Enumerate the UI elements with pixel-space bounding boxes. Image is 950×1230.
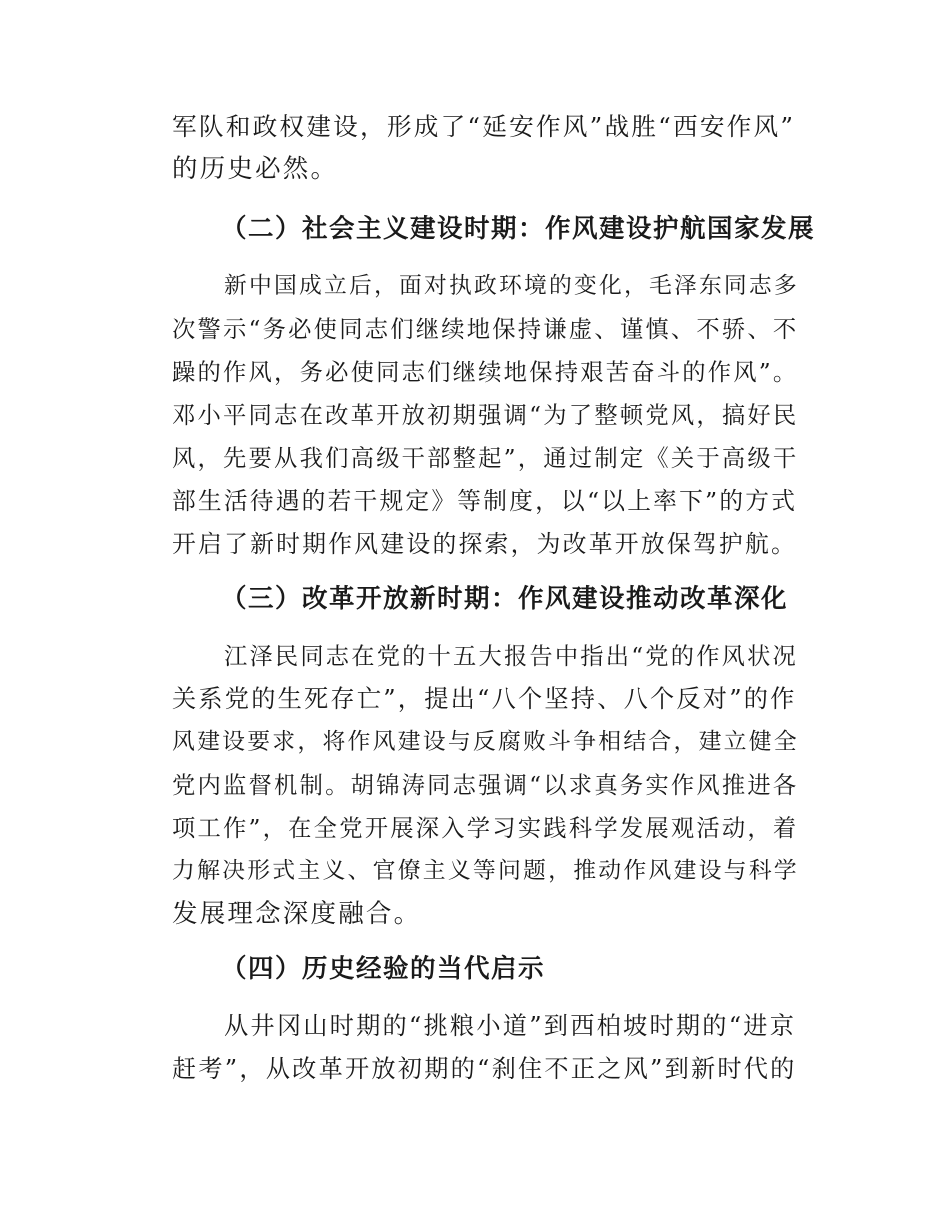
paragraph-line: 开启了新时期作风建设的探索，为改革开放保驾护航。 bbox=[172, 530, 798, 558]
section-heading-3: （三）改革开放新时期：作风建设推动改革深化 bbox=[221, 584, 789, 614]
paragraph-line: 从井冈山时期的“挑粮小道”到西柏坡时期的“进京 bbox=[224, 1012, 797, 1040]
paragraph-line: 党内监督机制。胡锦涛同志强调“以求真务实作风推进各 bbox=[172, 772, 799, 799]
paragraph-line: 的历史必然。 bbox=[172, 154, 339, 184]
paragraph-line: 力解决形式主义、官僚主义等问题，推动作风建设与科学 bbox=[172, 858, 799, 884]
paragraph-line: 躁的作风，务必使同志们继续地保持艰苦奋斗的作风”。 bbox=[172, 359, 799, 386]
paragraph-line: 项工作”，在全党开展深入学习实践科学发展观活动，着 bbox=[172, 815, 799, 842]
paragraph-line: 江泽民同志在党的十五大报告中指出“党的作风状况 bbox=[224, 643, 798, 670]
paragraph-line: 军队和政权建设，形成了“延安作风”战胜“西安作风” bbox=[172, 112, 796, 141]
paragraph-line: 风建设要求，将作风建设与反腐败斗争相结合，建立健全 bbox=[172, 729, 799, 755]
section-3-paragraph bbox=[172, 635, 799, 936]
paragraph-line: 发展理念深度融合。 bbox=[172, 899, 422, 929]
section-4-paragraph bbox=[172, 1005, 797, 1091]
paragraph-line: 部生活待遇的若干规定》等制度，以“以上率下”的方式 bbox=[172, 487, 798, 515]
paragraph-line: 风，先要从我们高级干部整起”，通过制定《关于高级干 bbox=[172, 445, 799, 472]
section-2-paragraph bbox=[172, 265, 799, 566]
paragraph-line: 赶考”，从改革开放初期的“刹住不正之风”到新时代的 bbox=[172, 1055, 797, 1083]
continued-paragraph bbox=[172, 105, 794, 191]
paragraph-line: 次警示“务必使同志们继续地保持谦虚、谨慎、不骄、不 bbox=[172, 316, 799, 343]
section-heading-2: （二）社会主义建设时期：作风建设护航国家发展 bbox=[221, 214, 816, 244]
paragraph-line: 新中国成立后，面对执政环境的变化，毛泽东同志多 bbox=[224, 273, 799, 299]
paragraph-line: 邓小平同志在改革开放初期强调“为了整顿党风，搞好民 bbox=[172, 402, 799, 429]
paragraph-line: 关系党的生死存亡”，提出“八个坚持、八个反对”的作 bbox=[172, 685, 797, 713]
section-heading-4: （四）历史经验的当代启示 bbox=[221, 954, 546, 984]
